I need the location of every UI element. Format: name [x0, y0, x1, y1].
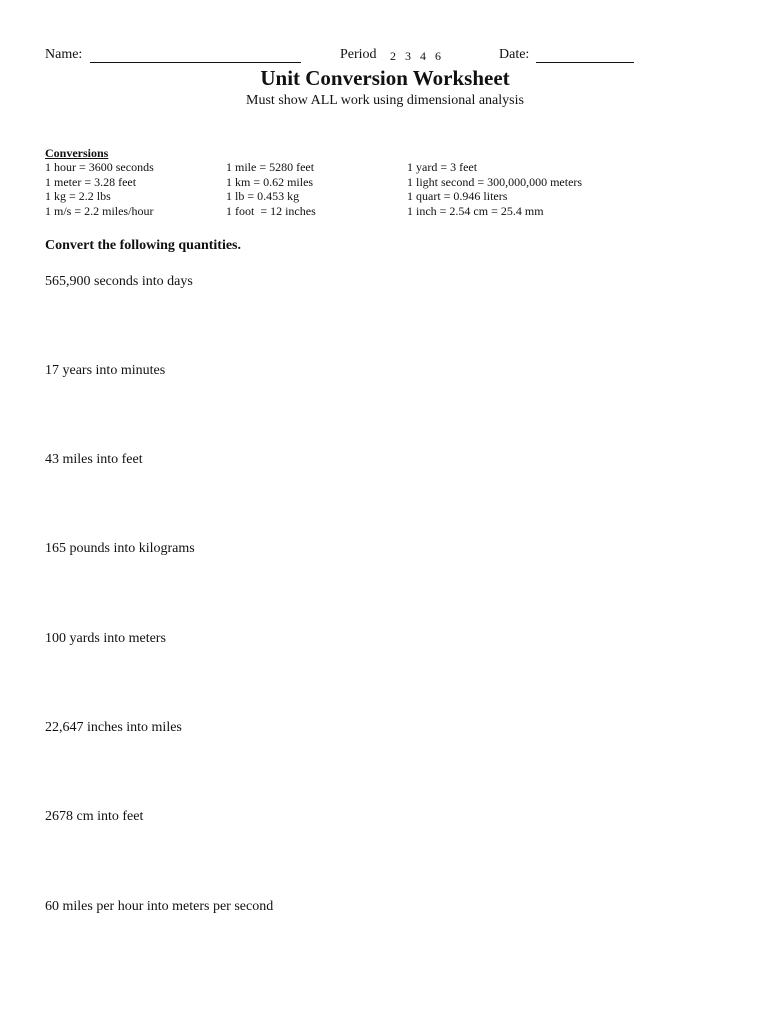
period-option: 4 — [420, 49, 426, 63]
page-subtitle: Must show ALL work using dimensional analysis — [246, 93, 524, 108]
name-line — [90, 62, 301, 63]
conversions-heading: Conversions — [45, 146, 109, 160]
instructions-heading: Convert the following quantities. — [45, 238, 241, 253]
period-option: 6 — [435, 49, 441, 63]
question-item: 2678 cm into feet — [45, 809, 144, 824]
conversion-item: 1 inch = 2.54 cm = 25.4 mm — [407, 204, 544, 219]
period-options — [390, 49, 447, 64]
conversion-item: 1 foot = 12 inches — [226, 204, 316, 219]
page-title: Unit Conversion Worksheet — [260, 66, 510, 90]
conversion-item: 1 km = 0.62 miles — [226, 174, 314, 189]
conversion-item: 1 yard = 3 feet — [407, 160, 478, 174]
conversion-item: 1 meter = 3.28 feet — [45, 174, 137, 189]
conversion-item: 1 quart = 0.946 liters — [407, 189, 508, 204]
question-item: 17 years into minutes — [45, 363, 166, 378]
question-item: 165 pounds into kilograms — [45, 541, 195, 556]
question-item: 22,647 inches into miles — [45, 720, 182, 735]
conversions-column-1 — [45, 160, 154, 219]
period-label: Period — [340, 47, 377, 62]
date-label: Date: — [499, 47, 530, 62]
period-option: 3 — [405, 49, 411, 63]
question-item: 100 yards into meters — [45, 631, 166, 646]
conversions-column-3 — [407, 160, 582, 219]
date-line — [536, 62, 634, 63]
conversion-item: 1 lb = 0.453 kg — [226, 189, 300, 204]
conversions-column-2 — [226, 160, 316, 219]
conversion-item: 1 mile = 5280 feet — [226, 160, 315, 174]
period-option: 2 — [390, 49, 396, 63]
conversion-item: 1 light second = 300,000,000 meters — [407, 174, 583, 189]
conversion-item: 1 m/s = 2.2 miles/hour — [45, 204, 154, 219]
header-row — [45, 47, 645, 67]
name-label: Name: — [45, 47, 83, 62]
question-item: 565,900 seconds into days — [45, 274, 193, 289]
question-item: 43 miles into feet — [45, 452, 143, 467]
conversion-item: 1 hour = 3600 seconds — [45, 160, 154, 174]
question-item: 60 miles per hour into meters per second — [45, 899, 274, 914]
conversion-item: 1 kg = 2.2 lbs — [45, 189, 111, 204]
